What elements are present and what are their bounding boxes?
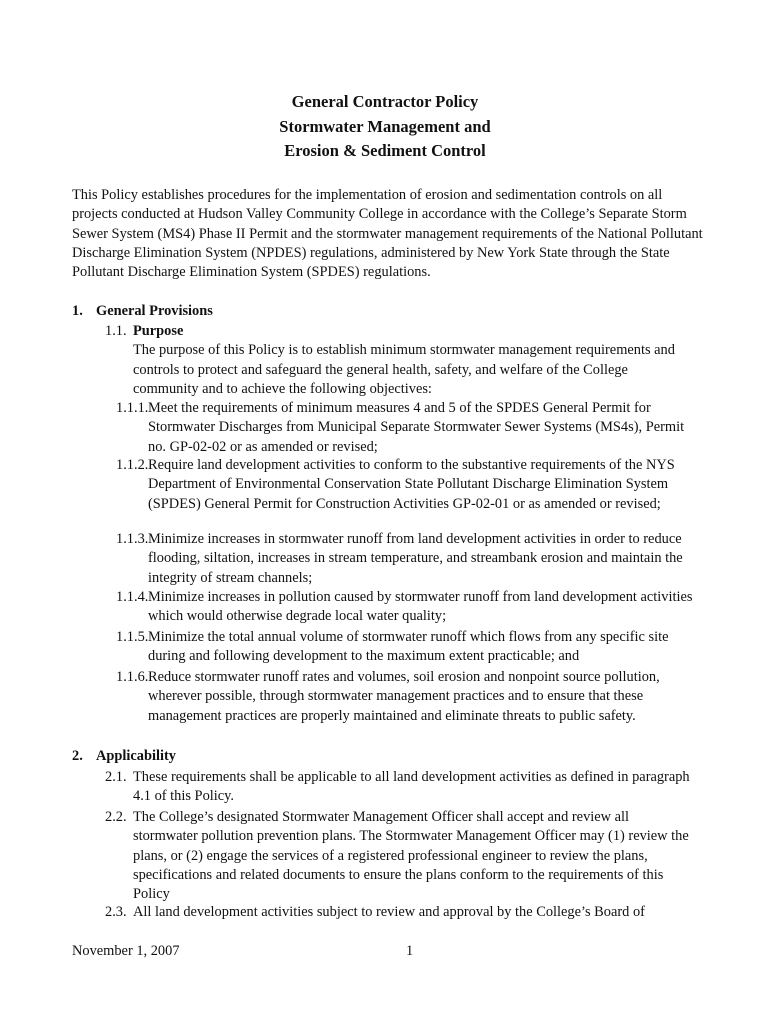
item-number: 2.1. [105,769,127,785]
list-item [105,808,695,904]
item-number: 2.2. [105,809,127,825]
item-number: 1.1.5. [116,629,149,645]
title-line-1: General Contractor Policy [291,92,479,111]
item-text: The College’s designated Stormwater Management Officer shall accept and review all stormwater pollution prevention plans. The Stormwater Management Officer may (1) review the plans, or (2) engage the services of a registered professional engineer to review the plans, specifications and related documents to ensure the plans conform to the requirements of this Policy [133,809,689,903]
list-item [116,456,696,514]
item-text: These requirements shall be applicable to all land development activities as defined in paragraph 4.1 of this Policy. [133,769,690,805]
item-text: Minimize the total annual volume of stormwater runoff which flows from any specific site during and following development to the maximum extent practicable; and [148,629,669,665]
item-text: Minimize increases in pollution caused by stormwater runoff from land development activities which would otherwise degrade local water quality; [148,589,693,625]
section-1-number: 1. [72,303,83,319]
list-item [116,399,696,457]
item-number: 1.1.3. [116,531,149,547]
item-text: Meet the requirements of minimum measures 4 and 5 of the SPDES General Permit for Stormwater Discharges from Municipal Separate Stormwater Sewer Systems (MS4s), Permit no. GP-02-02 or as amended or revised; [148,400,685,455]
subsection-heading: Purpose [133,323,184,339]
section-2-title: Applicability [96,748,176,764]
subsection-number: 1.1. [105,323,127,339]
item-text: Minimize increases in stormwater runoff from land development activities in order to reduce flooding, siltation, increases in stream temperature, and streambank erosion and maintain the integrity of stream channels; [148,531,683,586]
item-number: 1.1.4. [116,589,149,605]
subsection-1-1 [105,322,695,399]
item-number: 1.1.6. [116,669,149,685]
footer-date: November 1, 2007 [72,943,180,959]
list-item [116,530,696,588]
item-number: 1.1.1. [116,400,149,416]
list-item [105,903,695,922]
list-item [105,768,695,807]
list-item [116,668,702,726]
title-line-2: Stormwater Management and [279,116,491,136]
subsection-text: The purpose of this Policy is to establish minimum stormwater management requirements and controls to protect and safeguard the general health, safety, and welfare of the College community and to achieve the following objectives: [133,342,675,397]
section-1-title: General Provisions [96,303,213,319]
section-2-heading [72,747,176,766]
item-text: Reduce stormwater runoff rates and volumes, soil erosion and nonpoint source pollution, wherever possible, through stormwater management practices and to ensure that these management practices are properly maintained and eliminate threats to public safety. [148,669,660,724]
section-2-number: 2. [72,748,83,764]
intro-paragraph: This Policy establishes procedures for the implementation of erosion and sedimentation controls on all projects conducted at Hudson Valley Community College in accordance with the College’s Separate Storm Sewer System (MS4) Phase II Permit and the stormwater management requirements of the National Pollutant Discharge Elimination System (NPDES) regulations, administered by New York State through the State Pollutant Discharge Elimination System (SPDES) regulations. [72,187,703,281]
list-item [116,588,696,627]
section-1-heading [72,302,213,321]
title-line-3: Erosion & Sediment Control [284,141,486,160]
item-text: All land development activities subject to review and approval by the College’s Board of [133,904,645,920]
item-text: Require land development activities to conform to the substantive requirements of the NYS Department of Environmental Conservation State Pollutant Discharge Elimination System (SPDES) General Permit for Construction Activities GP-02-01 or as amended or revised; [148,457,675,512]
list-item [116,628,696,667]
page-number: 1 [406,943,414,959]
item-number: 2.3. [105,904,127,920]
document-title [0,90,770,164]
item-number: 1.1.2. [116,457,149,473]
